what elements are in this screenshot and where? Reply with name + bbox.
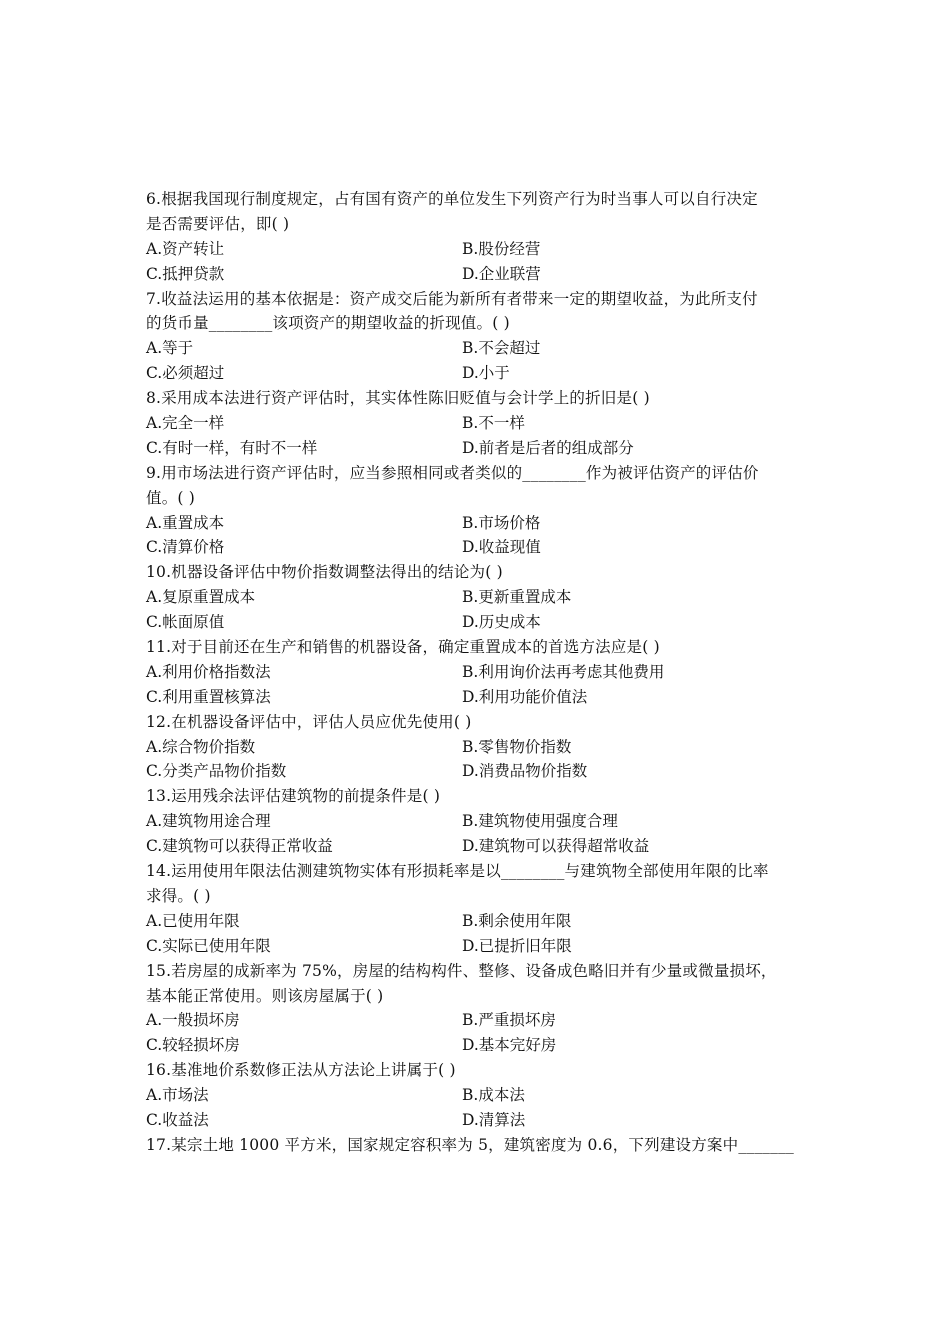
option-c: C.帐面原值 (146, 613, 225, 632)
question-8 (146, 386, 814, 461)
option-row (146, 909, 814, 934)
option-b: B.不一样 (462, 414, 525, 433)
option-a: A.完全一样 (146, 414, 225, 433)
option-row (146, 1033, 814, 1058)
option-a: A.资产转让 (146, 239, 225, 258)
option-b: B.股份经营 (462, 239, 541, 258)
option-d: D.收益现值 (462, 538, 541, 557)
option-row (146, 585, 814, 610)
option-b: B.更新重置成本 (462, 588, 572, 607)
question-text: 13.运用残余法评估建筑物的前提条件是( ) (146, 787, 441, 806)
option-c: C.实际已使用年限 (146, 936, 271, 955)
option-row (146, 411, 814, 436)
option-row (146, 1108, 814, 1133)
option-a: A.利用价格指数法 (146, 662, 271, 681)
option-a: A.复原重置成本 (146, 588, 256, 607)
option-a: A.市场法 (146, 1086, 209, 1105)
question-text: 16.基准地价系数修正法从方法论上讲属于( ) (146, 1061, 456, 1080)
question-7 (146, 287, 814, 387)
question-text: 8.采用成本法进行资产评估时，其实体性陈旧贬值与会计学上的折旧是( ) (146, 389, 650, 408)
option-b: B.严重损坏房 (462, 1011, 556, 1030)
option-b: B.剩余使用年限 (462, 911, 572, 930)
exam-page (146, 187, 814, 1158)
question-10 (146, 560, 814, 635)
option-b: B.利用询价法再考虑其他费用 (462, 662, 665, 681)
option-row (146, 262, 814, 287)
option-c: C.建筑物可以获得正常收益 (146, 837, 333, 856)
question-17 (146, 1133, 814, 1158)
option-a: A.等于 (146, 339, 194, 358)
option-d: D.消费品物价指数 (462, 762, 588, 781)
question-11 (146, 635, 814, 710)
option-row (146, 610, 814, 635)
option-row (146, 511, 814, 536)
option-b: B.成本法 (462, 1086, 525, 1105)
option-c: C.有时一样，有时不一样 (146, 438, 318, 457)
question-6 (146, 187, 814, 287)
option-d: D.已提折旧年限 (462, 936, 572, 955)
option-a: A.一般损坏房 (146, 1011, 240, 1030)
question-16 (146, 1058, 814, 1133)
option-row (146, 361, 814, 386)
option-d: D.企业联营 (462, 264, 541, 283)
option-row (146, 660, 814, 685)
question-text: 是否需要评估，即( ) (146, 214, 290, 233)
option-row (146, 535, 814, 560)
question-15 (146, 959, 814, 1059)
option-d: D.基本完好房 (462, 1036, 557, 1055)
question-12 (146, 710, 814, 785)
option-c: C.必须超过 (146, 364, 225, 383)
option-b: B.不会超过 (462, 339, 541, 358)
question-text: 6.根据我国现行制度规定，占有国有资产的单位发生下列资产行为时当事人可以自行决定 (146, 190, 758, 208)
option-d: D.清算法 (462, 1110, 526, 1129)
option-row (146, 336, 814, 361)
option-d: D.建筑物可以获得超常收益 (462, 837, 650, 856)
option-c: C.收益法 (146, 1110, 209, 1129)
option-b: B.建筑物使用强度合理 (462, 812, 618, 831)
option-a: A.重置成本 (146, 513, 225, 532)
option-b: B.零售物价指数 (462, 737, 572, 756)
option-row (146, 237, 814, 262)
option-a: A.综合物价指数 (146, 737, 256, 756)
option-row (146, 834, 814, 859)
question-text: 11.对于目前还在生产和销售的机器设备，确定重置成本的首选方法应是( ) (146, 638, 660, 657)
option-row (146, 809, 814, 834)
option-b: B.市场价格 (462, 513, 541, 532)
question-14 (146, 859, 814, 959)
question-text: 17.某宗土地 1000 平方米，国家规定容积率为 5，建筑密度为 0.6，下列建设方案中_______ (146, 1135, 794, 1154)
question-text: 12.在机器设备评估中，评估人员应优先使用( ) (146, 712, 472, 731)
option-a: A.建筑物用途合理 (146, 812, 271, 831)
question-text: 值。( ) (146, 488, 196, 507)
option-d: D.前者是后者的组成部分 (462, 438, 634, 457)
question-9 (146, 461, 814, 561)
option-d: D.历史成本 (462, 613, 541, 632)
option-row (146, 685, 814, 710)
question-text: 7.收益法运用的基本依据是：资产成交后能为新所有者带来一定的期望收益，为此所支付 (146, 289, 758, 308)
question-text: 15.若房屋的成新率为 75%，房屋的结构构件、整修、设备成色略旧并有少量或微量损坏， (146, 961, 777, 980)
option-c: C.利用重置核算法 (146, 687, 271, 706)
option-a: A.已使用年限 (146, 911, 240, 930)
question-text: 求得。( ) (146, 886, 211, 905)
option-row (146, 934, 814, 959)
option-d: D.利用功能价值法 (462, 687, 588, 706)
question-text: 9.用市场法进行资产评估时，应当参照相同或者类似的________作为被评估资产的评估价 (146, 463, 759, 482)
option-c: C.抵押贷款 (146, 264, 225, 283)
option-row (146, 759, 814, 784)
option-row (146, 735, 814, 760)
question-text: 的货币量________该项资产的期望收益的折现值。( ) (146, 314, 510, 333)
option-row (146, 436, 814, 461)
option-c: C.分类产品物价指数 (146, 762, 287, 781)
option-row (146, 1083, 814, 1108)
option-c: C.清算价格 (146, 538, 225, 557)
option-c: C.较轻损坏房 (146, 1036, 240, 1055)
question-text: 基本能正常使用。则该房屋属于( ) (146, 986, 384, 1005)
question-13 (146, 784, 814, 859)
option-row (146, 1008, 814, 1033)
option-d: D.小于 (462, 364, 510, 383)
question-text: 14.运用使用年限法估测建筑物实体有形损耗率是以________与建筑物全部使用年限的比率 (146, 862, 769, 881)
question-text: 10.机器设备评估中物价指数调整法得出的结论为( ) (146, 563, 503, 582)
